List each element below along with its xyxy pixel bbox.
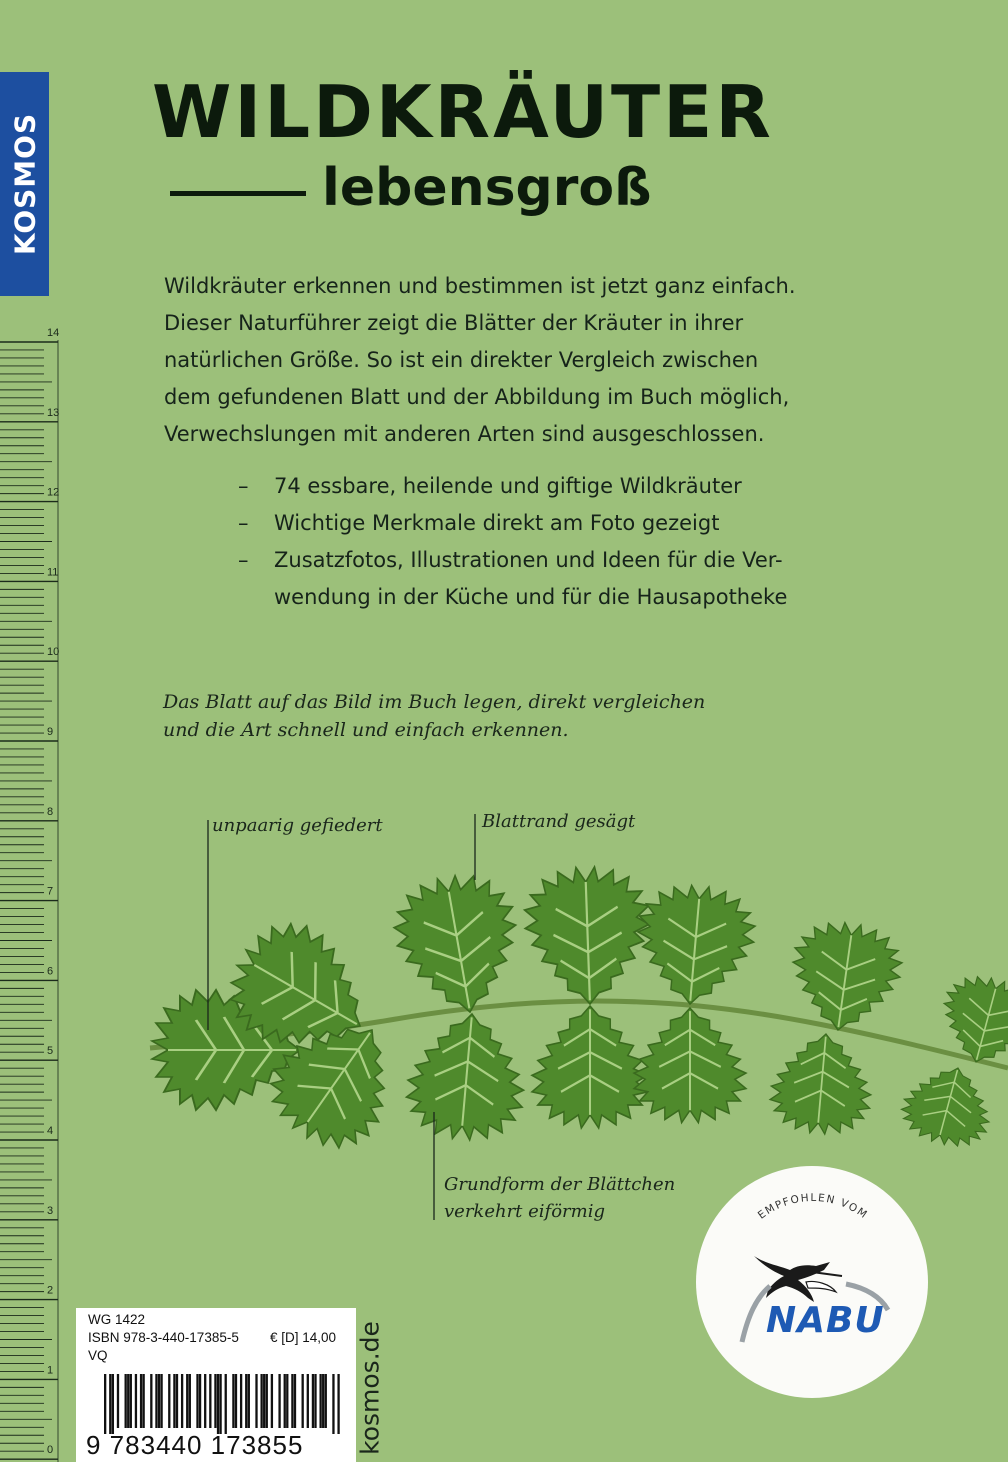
ruler-label: 6: [47, 965, 54, 978]
ruler-label: 4: [47, 1125, 54, 1137]
ruler-label: 9: [47, 726, 54, 738]
barcode-bar: [160, 1374, 162, 1428]
barcode-bar: [130, 1374, 132, 1428]
leaflet: [387, 867, 529, 1023]
price: € [D] 14,00: [270, 1330, 337, 1345]
feature-text: [274, 542, 787, 616]
feature-item: [238, 542, 918, 616]
leaflet: [634, 1008, 746, 1123]
annotation-pinnate: unpaarig gefiedert: [212, 815, 383, 836]
barcode-bar: [104, 1374, 106, 1434]
ruler-label: 0: [47, 1444, 54, 1457]
barcode-bar: [294, 1374, 296, 1428]
book-title: WILDKRÄUTER: [152, 70, 774, 154]
badge-org: NABU: [766, 1300, 885, 1341]
barcode-bar: [140, 1374, 142, 1428]
badge-arc-text: EMPFOHLEN VOM: [755, 1191, 871, 1222]
ruler-label: 2: [47, 1284, 54, 1297]
barcode-bar: [219, 1374, 221, 1434]
feature-item: [238, 505, 918, 542]
barcode-digits: 9 783440 173855: [86, 1430, 304, 1460]
barcode-bar: [168, 1374, 170, 1428]
barcode-bar: [286, 1374, 288, 1428]
intro-line: natürlichen Größe. So ist ein direkter Vergleich zwischen: [164, 348, 759, 372]
barcode-bar: [135, 1374, 137, 1428]
barcode-bar: [112, 1374, 114, 1434]
svg-text:EMPFOHLEN VOM: [756, 1192, 870, 1222]
intro-line: dem gefundenen Blatt und der Abbildung im Buch möglich,: [164, 385, 790, 409]
feature-item: [238, 468, 918, 505]
barcode-bar: [307, 1374, 309, 1428]
title-dash-rule: [170, 191, 306, 196]
barcode-bar: [302, 1374, 304, 1428]
book-subtitle: lebensgroß: [322, 158, 652, 218]
usage-caption: [163, 688, 705, 744]
barcode-bar: [284, 1374, 286, 1428]
ruler-label: 11: [47, 566, 59, 579]
barcode-bar: [117, 1374, 119, 1428]
ruler-label: 10: [47, 646, 60, 659]
badge-graphic: [696, 1166, 928, 1398]
barcode-bar: [181, 1374, 183, 1428]
feature-text: Wichtige Merkmale direkt am Foto gezeigt: [274, 511, 720, 535]
barcode-bar: [255, 1374, 257, 1428]
intro-paragraph: [164, 268, 904, 453]
ruler-label: 14: [47, 327, 60, 339]
product-code: WG 1422: [88, 1312, 146, 1327]
caption-line: Das Blatt auf das Bild im Buch legen, direkt vergleichen: [163, 691, 706, 713]
barcode-bar: [196, 1374, 198, 1428]
publisher-name: KOSMOS: [8, 112, 41, 256]
barcode-bar: [150, 1374, 152, 1428]
barcode-bar: [260, 1374, 262, 1428]
leaflet: [767, 1030, 875, 1138]
feature-text-line: Zusatzfotos, Illustrationen und Ideen für die Ver-: [274, 548, 783, 572]
barcode-bar: [109, 1374, 111, 1434]
barcode-label: [76, 1308, 356, 1462]
annotation-margin: Blattrand gesägt: [482, 811, 636, 832]
annotation-line-text: verkehrt eiförmig: [444, 1201, 605, 1222]
leaflet: [532, 1006, 648, 1128]
ruler-label: 3: [47, 1204, 54, 1217]
nabu-badge: [696, 1166, 928, 1398]
barcode-bar: [186, 1374, 188, 1428]
annotation-shape: [444, 1171, 675, 1225]
barcode-bar: [217, 1374, 219, 1434]
barcode-bar: [271, 1374, 273, 1428]
barcode-bar: [199, 1374, 201, 1428]
publisher-url: kosmos.de: [355, 1321, 385, 1455]
barcode-bar: [173, 1374, 175, 1428]
leaf-illustration: [0, 800, 1008, 1180]
intro-line: Dieser Naturführer zeigt die Blätter der Kräuter in ihrer: [164, 311, 744, 335]
barcode-icon: [104, 1374, 340, 1434]
barcode-bar: [125, 1374, 127, 1428]
bullet-dash: –: [238, 548, 249, 572]
leaflet: [632, 881, 758, 1009]
barcode-bar: [176, 1374, 178, 1428]
barcode-bar: [240, 1374, 242, 1428]
barcode-bar: [189, 1374, 191, 1428]
barcode-bar: [263, 1374, 265, 1428]
barcode-bar: [266, 1374, 268, 1428]
barcode-bar: [155, 1374, 157, 1428]
barcode-bar: [225, 1374, 227, 1434]
barcode-bar: [337, 1374, 339, 1434]
barcode-bar: [245, 1374, 247, 1428]
barcode-bar: [322, 1374, 324, 1428]
barcode-bar: [127, 1374, 129, 1428]
barcode-bar: [209, 1374, 211, 1428]
feature-text: 74 essbare, heilende und giftige Wildkräuter: [274, 474, 742, 498]
intro-line: Wildkräuter erkennen und bestimmen ist jetzt ganz einfach.: [164, 274, 796, 298]
caption-line: und die Art schnell und einfach erkennen.: [163, 719, 569, 741]
leaflet: [523, 865, 652, 1006]
ruler-label: 13: [47, 406, 60, 419]
publisher-logo: [0, 72, 49, 296]
barcode-bar: [235, 1374, 237, 1428]
ruler-label: 8: [47, 805, 54, 818]
barcode-bar: [142, 1374, 144, 1428]
ruler-label: 7: [47, 885, 54, 898]
bullet-dash: –: [238, 511, 249, 535]
barcode-bar: [232, 1374, 234, 1428]
vq-code: VQ: [88, 1348, 108, 1363]
barcode-bar: [319, 1374, 321, 1428]
feature-list: [238, 468, 918, 616]
barcode-bar: [158, 1374, 160, 1428]
ruler-label: 1: [47, 1364, 54, 1377]
barcode-bar: [248, 1374, 250, 1428]
feature-text-line: wendung in der Küche und für die Hausapotheke: [274, 585, 788, 609]
barcode-bar: [214, 1374, 216, 1428]
barcode-bar: [314, 1374, 316, 1428]
barcode-bar: [325, 1374, 327, 1428]
barcode-bar: [291, 1374, 293, 1428]
leaflet: [403, 1009, 530, 1144]
barcode-bar: [332, 1374, 334, 1434]
barcode-bar: [278, 1374, 280, 1428]
stork-icon: [754, 1256, 842, 1302]
intro-line: Verwechslungen mit anderen Arten sind ausgeschlossen.: [164, 422, 765, 446]
bullet-dash: –: [238, 474, 249, 498]
ruler-label: 12: [47, 486, 60, 499]
ruler-label: 5: [47, 1045, 54, 1058]
barcode-bar: [312, 1374, 314, 1428]
barcode-bar: [204, 1374, 206, 1428]
annotation-line-text: Grundform der Blättchen: [444, 1174, 676, 1195]
leaflet: [895, 1057, 1000, 1155]
isbn: ISBN 978-3-440-17385-5: [88, 1330, 239, 1345]
